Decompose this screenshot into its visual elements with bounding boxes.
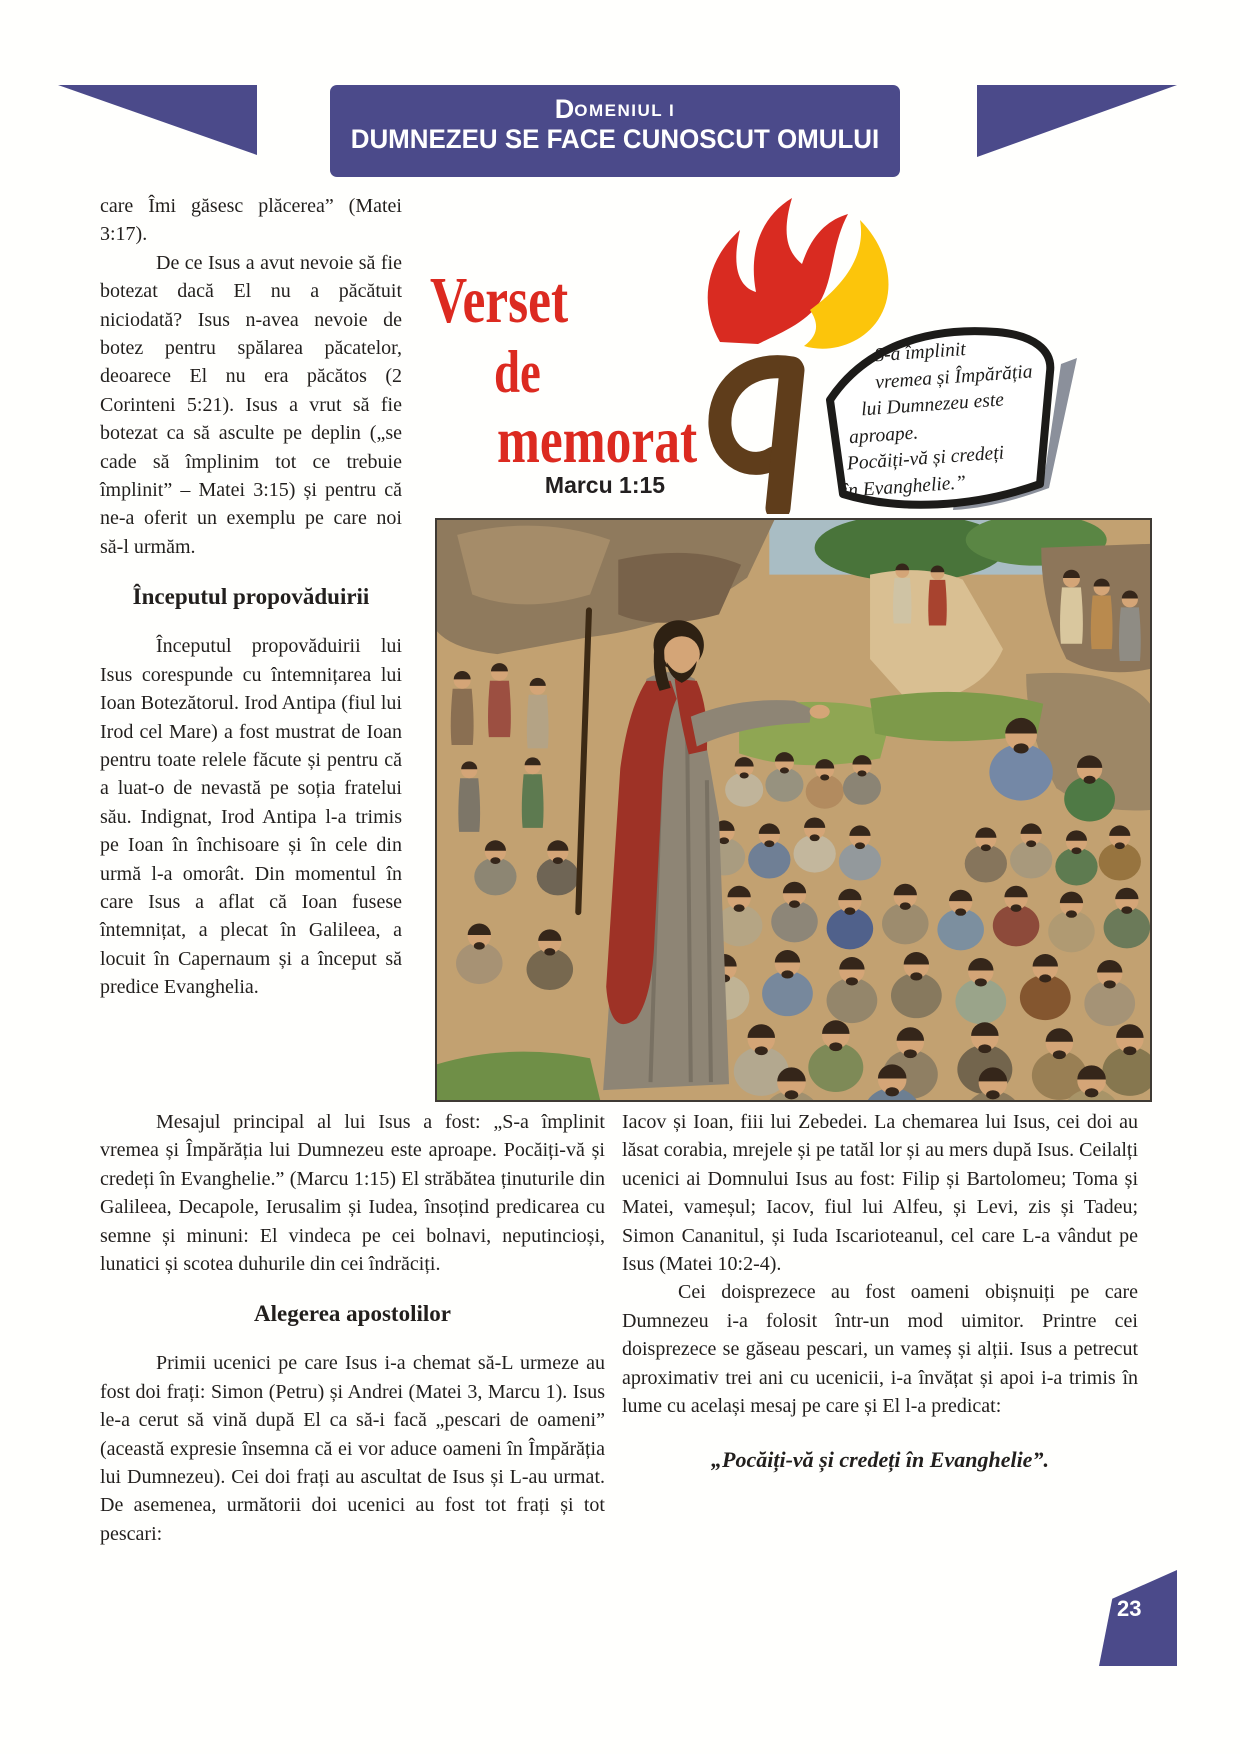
header-band (330, 85, 900, 177)
paragraph: care Îmi găsesc plăcerea” (Matei 3:17). (100, 195, 402, 246)
verse-note-line: vremea și Împărăția (874, 360, 1034, 393)
section-heading: Alegerea apostolilor (254, 1301, 451, 1327)
bottom-left-column (100, 1108, 605, 1548)
memory-verse-word-1: Verset (430, 264, 569, 337)
illustration-jesus-preaching (435, 518, 1152, 1102)
paragraph: Începutul propovăduirii lui Isus corespunde cu întemnițarea lui Ioan Botezătorul. Irod Antipa (fiul lui Irod cel Mare) a fost mustrat de Ioan pentru toate relele făcute și pentru că a luat-o de nevastă pe soția fratelui său. Indignat, Irod Antipa l-a trimis pe Ioan în închisoare și în cele din urmă l-a omorât. Din momentul în care Isus a aflat că Ioan fusese întemnițat, a plecat în Galileea, a locuit în Capernaum și a început să predice Evanghelia. (100, 635, 402, 999)
section-heading: Începutul propovăduirii (132, 584, 370, 610)
header-kicker (330, 96, 900, 124)
page-number: 23 (1117, 1596, 1142, 1621)
header-kicker-rest: OMENIUL I (574, 101, 676, 120)
verse-note-line: în Evanghelie.” (842, 471, 967, 502)
verse-reference: Marcu 1:15 (544, 472, 666, 498)
corner-wedge-left (58, 85, 257, 155)
verse-note-line: aproape. (848, 421, 919, 448)
paragraph: Primii ucenici pe care Isus i-a chemat să-L urmeze au fost doi frați: Simon (Petru) și Andrei (Matei 3, Marcu 1). Isus le-a cerut să vină după El ca să-i facă „pescari de oameni” (această expresie însemna că ei vor aduce oameni în Împărăția lui Dumnezeu). Cei doi frați au ascultat de Isus și L-au urmat. De asemenea, următorii doi ucenici au fost tot frați și tot pescari: (100, 1352, 605, 1545)
paragraph: Mesajul principal al lui Isus a fost: „S-a împlinit vremea și Împărăția lui Dumnezeu este aproape. Pocăiți-vă și credeți în Evanghelie.” (Marcu 1:15) El străbătea ținuturile din Galileea, Decapole, Ierusalim și Iudea, însoțind predicarea cu semne și minuni: El vindeca pe cei bolnavi, neputincioși, lunatici și scotea duhurile din cei îndrăciți. (100, 1111, 605, 1276)
verse-note-text (833, 330, 1074, 505)
corner-wedge-right (977, 85, 1177, 157)
memory-verse-word-2: de (494, 339, 541, 405)
paragraph: Cei doisprezece au fost oameni obișnuiți pe care Dumnezeu i-a folosit într-un mod uimitor. Printre cei doisprezece se găseau pescari, un vameș și alții. Isus a petrecut aproximativ trei ani cu ucenicii, i-a învățat și apoi i-a trimis în lume cu același mesaj pe care și El l-a predicat: (622, 1281, 1138, 1418)
memory-verse-word-3: memorat (497, 404, 698, 477)
closing-quote: „Pocăiți-vă și credeți în Evanghelie”. (711, 1447, 1049, 1473)
header-kicker-initial: D (554, 94, 575, 124)
paragraph: Iacov și Ioan, fiii lui Zebedei. La chemarea lui Isus, cei doi au lăsat corabia, mrejele și pe tatăl lor și au mers după Isus. Ceilalți ucenici ai Domnului Isus au fost: Filip și Bartolomeu; Toma și Matei, vameșul; Iacov, fiul lui Alfeu, și Levi, zis și Tadeu; Simon Cananitul, și Iuda Iscarioteanul, cel care L-a vândut pe Isus (Matei 10:2-4). (622, 1111, 1138, 1276)
verse-note-line: Pocăiți-vă și credeți (846, 442, 1005, 475)
header-title: DUMNEZEU SE FACE CUNOSCUT OMULUI (350, 124, 880, 154)
paragraph: De ce Isus a avut nevoie să fie botezat dacă El nu a păcătuit niciodată? Isus n-avea nevoie de botez pentru spălarea păcatelor, deoarece El nu era păcătos (2 Corinteni 5:21). Isus a vrut să fie botezat ca să asculte pe deplin („se cade să împlinim tot ce trebuie împlinit” – Matei 3:15) și pentru că ne-a oferit un exemplu pe care noi să-l urmăm. (100, 251, 402, 558)
bottom-right-column (622, 1108, 1138, 1475)
verse-note-line: lui Dumnezeu este (860, 389, 1005, 421)
left-column (100, 192, 402, 1002)
torch-handle (778, 370, 792, 508)
verse-note-line: „S-a împlinit (862, 338, 967, 368)
